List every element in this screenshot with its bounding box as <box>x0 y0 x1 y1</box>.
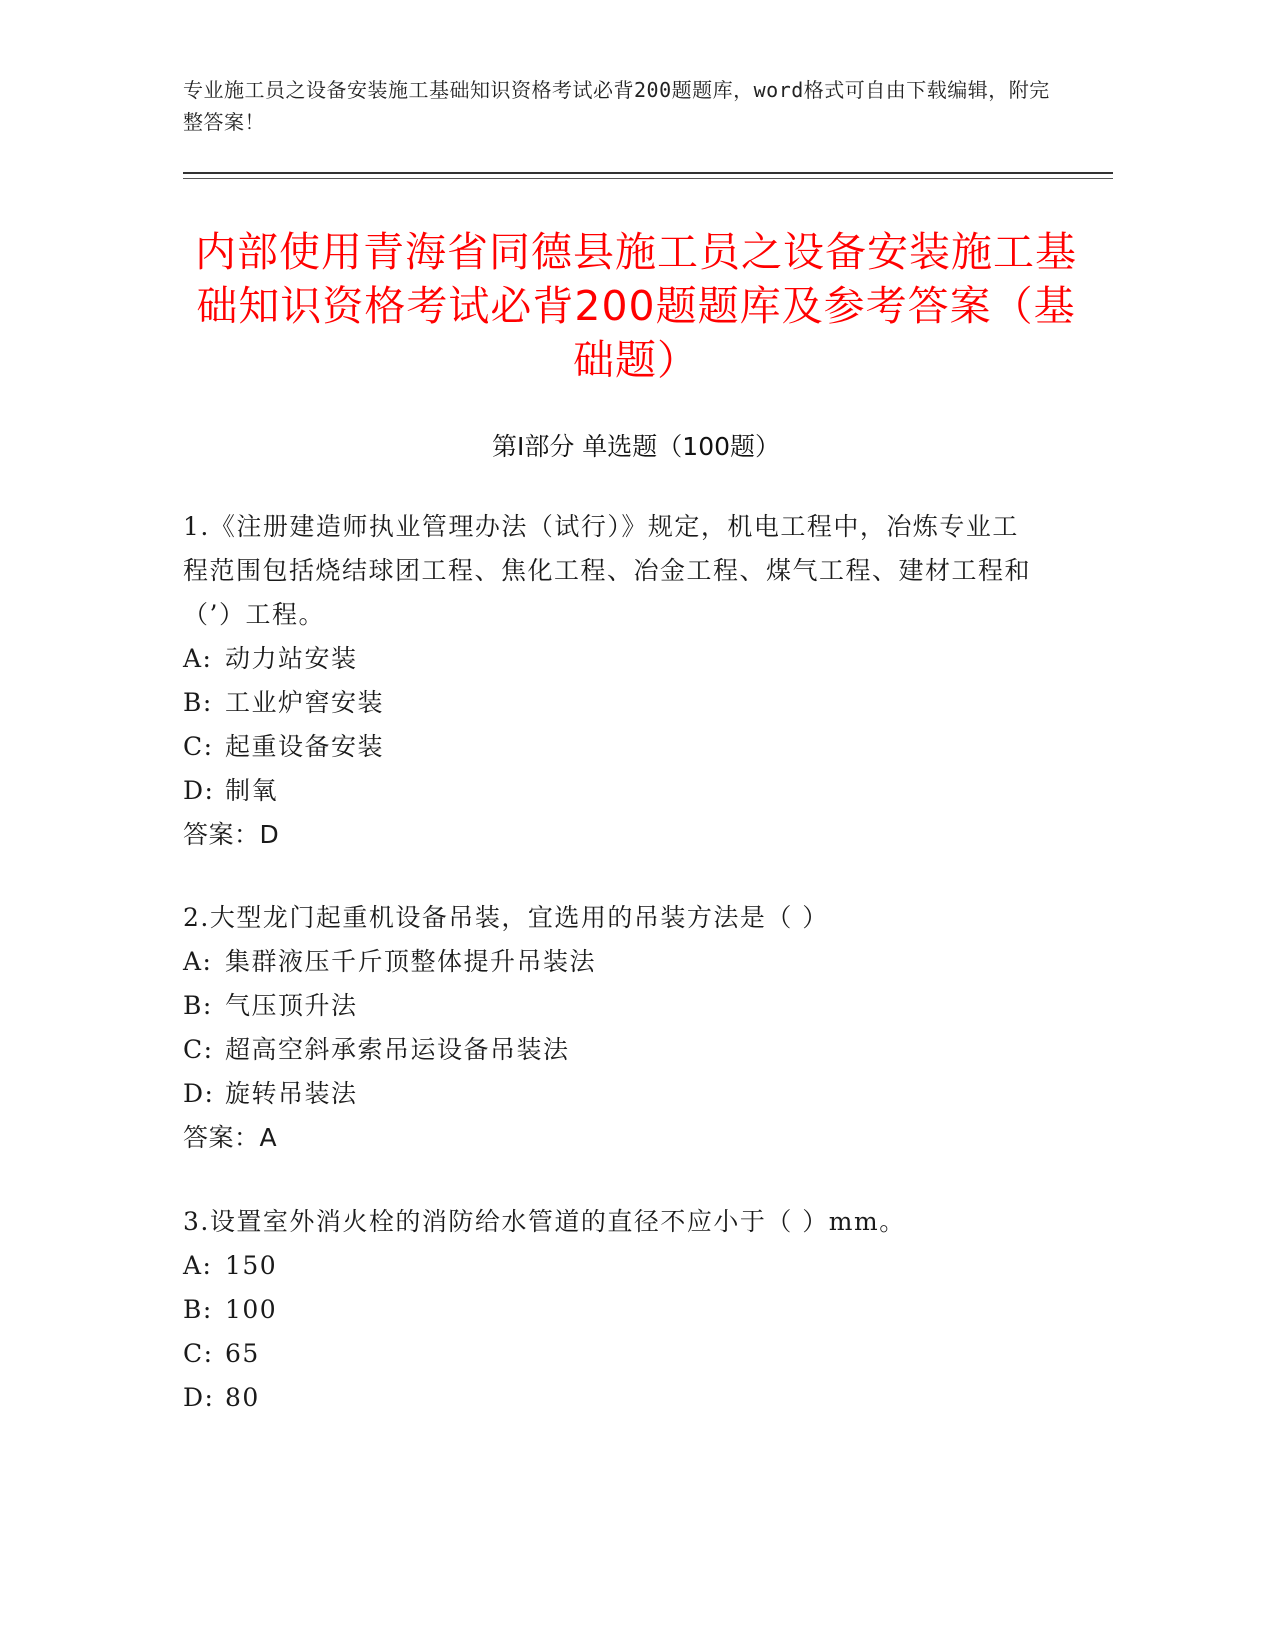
option-text: 工业炉窖安装 <box>225 688 385 717</box>
option-letter: B: <box>183 991 213 1020</box>
option-letter: B: <box>183 688 213 717</box>
header-note: 专业施工员之设备安装施工基础知识资格考试必背200题题库，word格式可自由下载编辑，附完整答案！ <box>183 78 1050 134</box>
option-text: 100 <box>225 1295 278 1324</box>
option-b <box>183 681 1043 725</box>
option-text: 旋转吊装法 <box>225 1079 358 1108</box>
header-rule-thin <box>183 178 1113 179</box>
section-title: 第Ⅰ部分 单选题（100题） <box>491 432 781 461</box>
option-letter: D: <box>183 1079 215 1108</box>
question-stem: 2.大型龙门起重机设备吊装，宜选用的吊装方法是（ ） <box>183 903 829 932</box>
document-title: 内部使用青海省同德县施工员之设备安装施工基础知识资格考试必背200题题库及参考答案（基础题） <box>195 228 1077 384</box>
question-stem: 1.《注册建造师执业管理办法（试行）》规定，机电工程中，冶炼专业工程范围包括烧结球团工程、焦化工程、冶金工程、煤气工程、建材工程和（’）工程。 <box>183 512 1032 629</box>
question-1 <box>183 505 1043 857</box>
option-b <box>183 984 1043 1028</box>
question-3 <box>183 1200 1043 1420</box>
answer-line: 答案：D <box>183 820 280 849</box>
option-text: 动力站安装 <box>225 644 358 673</box>
option-letter: A: <box>183 1251 213 1280</box>
option-text: 超高空斜承索吊运设备吊装法 <box>225 1035 570 1064</box>
option-letter: C: <box>183 1035 214 1064</box>
option-letter: A: <box>183 644 213 673</box>
answer-line: 答案：A <box>183 1123 278 1152</box>
option-text: 集群液压千斤顶整体提升吊装法 <box>225 947 597 976</box>
option-letter: C: <box>183 732 214 761</box>
option-text: 制氧 <box>225 776 279 805</box>
option-b <box>183 1288 1043 1332</box>
option-d <box>183 1376 1043 1420</box>
header-rule-thick <box>183 172 1113 174</box>
option-letter: D: <box>183 1383 215 1412</box>
option-text: 65 <box>225 1339 260 1368</box>
option-a <box>183 940 1043 984</box>
option-d <box>183 1072 1043 1116</box>
option-a <box>183 1244 1043 1288</box>
option-text: 150 <box>225 1251 278 1280</box>
option-letter: D: <box>183 776 215 805</box>
option-c <box>183 1332 1043 1376</box>
option-letter: C: <box>183 1339 214 1368</box>
option-letter: A: <box>183 947 213 976</box>
option-letter: B: <box>183 1295 213 1324</box>
option-a <box>183 637 1043 681</box>
question-stem: 3.设置室外消火栓的消防给水管道的直径不应小于（ ）mm。 <box>183 1207 906 1236</box>
option-c <box>183 725 1043 769</box>
option-c <box>183 1028 1043 1072</box>
option-text: 气压顶升法 <box>225 991 358 1020</box>
option-text: 起重设备安装 <box>225 732 385 761</box>
option-text: 80 <box>225 1383 260 1412</box>
option-d <box>183 769 1043 813</box>
question-2 <box>183 896 1043 1160</box>
